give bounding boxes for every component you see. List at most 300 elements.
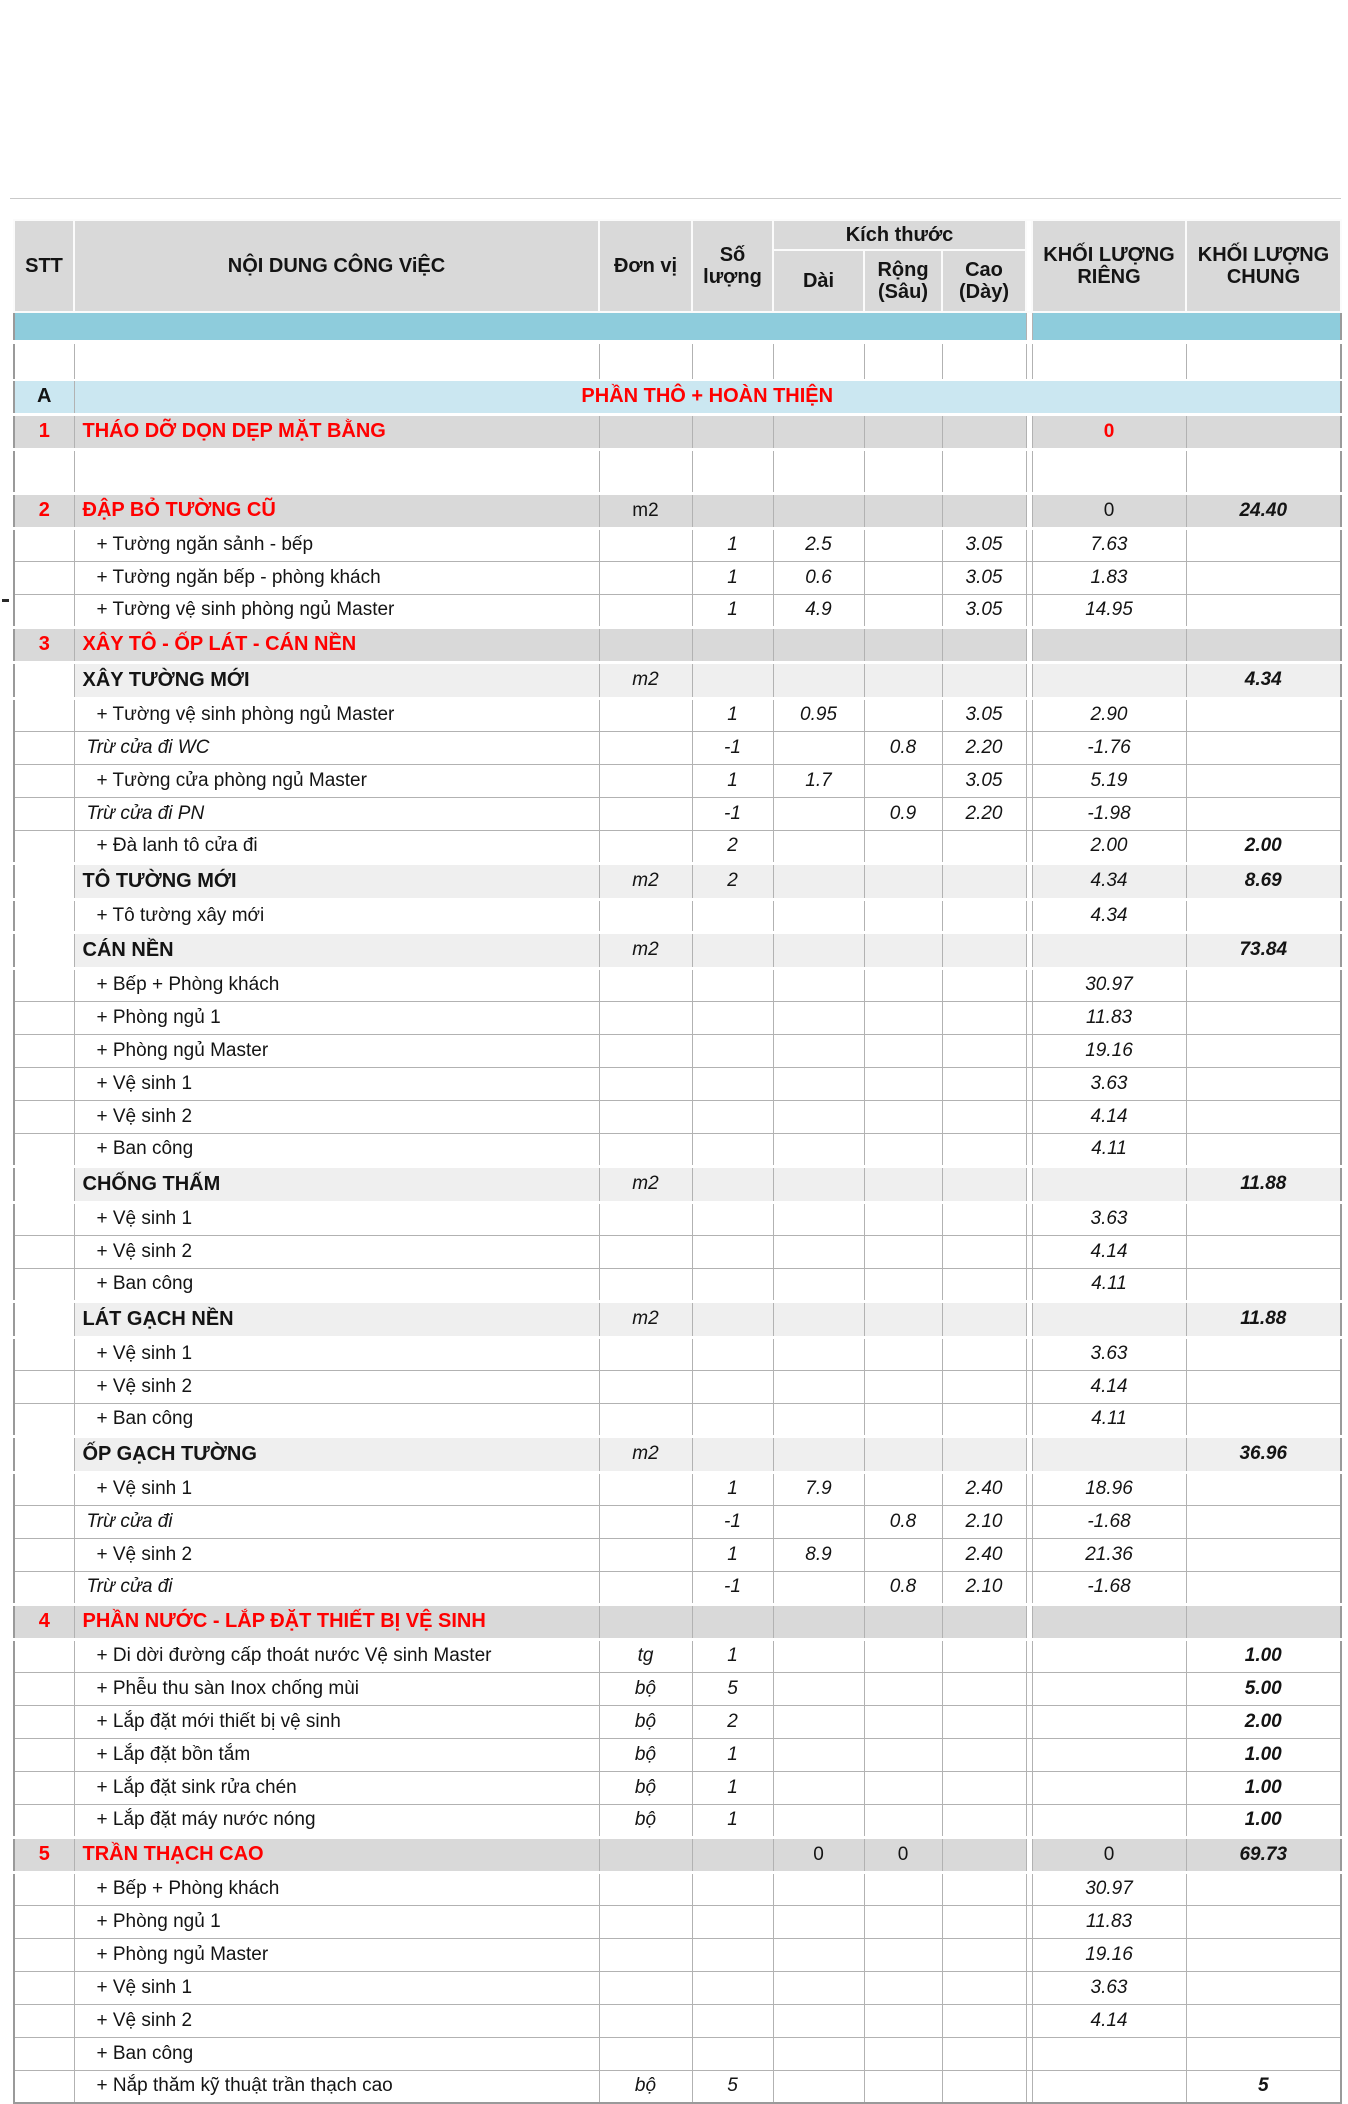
cell-unit[interactable] bbox=[599, 414, 692, 449]
cell-unit[interactable] bbox=[599, 1067, 692, 1100]
cell-dai[interactable] bbox=[773, 493, 864, 528]
cell-stt[interactable] bbox=[14, 1804, 74, 1837]
cell-dai[interactable] bbox=[773, 1738, 864, 1771]
cell-dai[interactable] bbox=[773, 2004, 864, 2037]
cell-cao[interactable] bbox=[942, 968, 1026, 1001]
cell-dai[interactable]: 0.6 bbox=[773, 561, 864, 594]
cell-rong[interactable] bbox=[864, 1604, 942, 1639]
cell-qty[interactable] bbox=[692, 1436, 773, 1472]
cell-qty[interactable]: 5 bbox=[692, 1672, 773, 1705]
cell-stt[interactable] bbox=[14, 2004, 74, 2037]
cell-klr[interactable]: 7.63 bbox=[1032, 528, 1186, 561]
cell-klc[interactable]: 73.84 bbox=[1186, 932, 1341, 968]
cell-cao[interactable] bbox=[942, 1738, 1026, 1771]
cell-rong[interactable] bbox=[864, 1905, 942, 1938]
cell-name[interactable]: + Bếp + Phòng khách bbox=[74, 968, 599, 1001]
cell-dai[interactable] bbox=[773, 414, 864, 449]
cell-stt[interactable] bbox=[14, 1268, 74, 1301]
cell-qty[interactable] bbox=[692, 1166, 773, 1202]
cell-dai[interactable] bbox=[773, 2037, 864, 2070]
cell-klc[interactable] bbox=[1186, 2037, 1341, 2070]
cell-klc[interactable] bbox=[1186, 764, 1341, 797]
cell-qty[interactable] bbox=[692, 1337, 773, 1370]
cell-name[interactable]: Trừ cửa đi bbox=[74, 1505, 599, 1538]
cell-name[interactable]: + Nắp thăm kỹ thuật trần thạch cao bbox=[74, 2070, 599, 2103]
cell-qty[interactable] bbox=[692, 1133, 773, 1166]
cell-cao[interactable] bbox=[942, 863, 1026, 899]
cell-dai[interactable] bbox=[773, 932, 864, 968]
cell-stt[interactable] bbox=[14, 830, 74, 863]
col-header-kich-thuoc[interactable]: Kích thước bbox=[773, 220, 1026, 250]
cell-name[interactable]: + Lắp đặt bồn tắm bbox=[74, 1738, 599, 1771]
cell-klc[interactable]: 11.88 bbox=[1186, 1301, 1341, 1337]
cell-qty[interactable] bbox=[692, 1001, 773, 1034]
cell-cao[interactable] bbox=[942, 1235, 1026, 1268]
cell-cao[interactable] bbox=[942, 342, 1026, 380]
cell-name[interactable]: + Tường vệ sinh phòng ngủ Master bbox=[74, 594, 599, 627]
cell-qty[interactable]: 2 bbox=[692, 1705, 773, 1738]
cell-klr[interactable]: -1.68 bbox=[1032, 1571, 1186, 1604]
cell-klc[interactable]: 2.00 bbox=[1186, 830, 1341, 863]
cell-qty[interactable] bbox=[692, 493, 773, 528]
cell-name[interactable]: + Ban công bbox=[74, 1403, 599, 1436]
cell-stt[interactable] bbox=[14, 449, 74, 493]
cell-klc[interactable] bbox=[1186, 1905, 1341, 1938]
cell-klc[interactable]: 1.00 bbox=[1186, 1639, 1341, 1672]
cell-name[interactable]: + Vệ sinh 2 bbox=[74, 2004, 599, 2037]
cell-klr[interactable]: 0 bbox=[1032, 493, 1186, 528]
cell-name[interactable]: TRẦN THẠCH CAO bbox=[74, 1837, 599, 1872]
cell-rong[interactable] bbox=[864, 698, 942, 731]
cell-qty[interactable]: 1 bbox=[692, 1538, 773, 1571]
cell-name[interactable] bbox=[74, 449, 599, 493]
cell-unit[interactable] bbox=[599, 1604, 692, 1639]
cell-stt[interactable] bbox=[14, 1672, 74, 1705]
cell-unit[interactable]: m2 bbox=[599, 1436, 692, 1472]
cell-cao[interactable] bbox=[942, 2004, 1026, 2037]
cell-klr[interactable]: 14.95 bbox=[1032, 594, 1186, 627]
cell-unit[interactable] bbox=[599, 449, 692, 493]
cell-name[interactable]: + Vệ sinh 1 bbox=[74, 1472, 599, 1505]
cell-qty[interactable] bbox=[692, 1301, 773, 1337]
cell-dai[interactable] bbox=[773, 662, 864, 698]
cell-klr[interactable]: 30.97 bbox=[1032, 1872, 1186, 1905]
cell-klr[interactable]: 4.14 bbox=[1032, 1100, 1186, 1133]
cell-name[interactable]: CHỐNG THẤM bbox=[74, 1166, 599, 1202]
cell-qty[interactable]: 2 bbox=[692, 863, 773, 899]
cell-klr[interactable]: 4.14 bbox=[1032, 2004, 1186, 2037]
cell-cao[interactable] bbox=[942, 1100, 1026, 1133]
cell-qty[interactable]: 1 bbox=[692, 764, 773, 797]
cell-rong[interactable] bbox=[864, 2037, 942, 2070]
cell-dai[interactable] bbox=[773, 1571, 864, 1604]
cell-cao[interactable] bbox=[942, 414, 1026, 449]
group-letter-cell[interactable]: A bbox=[14, 380, 74, 414]
cell-cao[interactable] bbox=[942, 627, 1026, 662]
cell-cao[interactable]: 2.40 bbox=[942, 1538, 1026, 1571]
cell-dai[interactable] bbox=[773, 449, 864, 493]
cell-unit[interactable] bbox=[599, 594, 692, 627]
cell-rong[interactable]: 0.8 bbox=[864, 731, 942, 764]
cell-dai[interactable] bbox=[773, 1604, 864, 1639]
cell-unit[interactable] bbox=[599, 1034, 692, 1067]
cell-rong[interactable] bbox=[864, 1133, 942, 1166]
cell-qty[interactable]: 5 bbox=[692, 2070, 773, 2103]
cell-dai[interactable] bbox=[773, 1202, 864, 1235]
cell-cao[interactable] bbox=[942, 1403, 1026, 1436]
cell-cao[interactable] bbox=[942, 1202, 1026, 1235]
cell-name[interactable]: + Vệ sinh 1 bbox=[74, 1067, 599, 1100]
cell-unit[interactable] bbox=[599, 1370, 692, 1403]
cell-klr[interactable]: -1.76 bbox=[1032, 731, 1186, 764]
cell-klc[interactable] bbox=[1186, 2004, 1341, 2037]
col-header-dai[interactable]: Dài bbox=[773, 250, 864, 312]
col-header-kl-chung[interactable]: KHỐI LƯỢNG CHUNG bbox=[1186, 220, 1341, 312]
cell-name[interactable]: CÁN NỀN bbox=[74, 932, 599, 968]
cell-name[interactable]: + Tường cửa phòng ngủ Master bbox=[74, 764, 599, 797]
cell-rong[interactable] bbox=[864, 2004, 942, 2037]
cell-rong[interactable] bbox=[864, 1166, 942, 1202]
cell-cao[interactable] bbox=[942, 1672, 1026, 1705]
cell-qty[interactable] bbox=[692, 627, 773, 662]
cell-stt[interactable] bbox=[14, 2070, 74, 2103]
cell-unit[interactable]: bộ bbox=[599, 1771, 692, 1804]
cell-name[interactable]: + Vệ sinh 2 bbox=[74, 1370, 599, 1403]
cell-unit[interactable] bbox=[599, 1235, 692, 1268]
cell-qty[interactable]: 1 bbox=[692, 1738, 773, 1771]
cell-dai[interactable] bbox=[773, 1166, 864, 1202]
cell-qty[interactable]: 1 bbox=[692, 528, 773, 561]
cell-rong[interactable] bbox=[864, 2070, 942, 2103]
cell-cao[interactable]: 2.40 bbox=[942, 1472, 1026, 1505]
cell-klc[interactable]: 8.69 bbox=[1186, 863, 1341, 899]
cell-klr[interactable]: 4.14 bbox=[1032, 1370, 1186, 1403]
cell-qty[interactable]: -1 bbox=[692, 731, 773, 764]
cell-stt[interactable]: 5 bbox=[14, 1837, 74, 1872]
cell-qty[interactable]: -1 bbox=[692, 1571, 773, 1604]
cell-stt[interactable] bbox=[14, 1337, 74, 1370]
cell-dai[interactable] bbox=[773, 1505, 864, 1538]
cell-stt[interactable] bbox=[14, 698, 74, 731]
cell-klr[interactable] bbox=[1032, 1166, 1186, 1202]
cell-name[interactable]: XÂY TƯỜNG MỚI bbox=[74, 662, 599, 698]
cell-dai[interactable] bbox=[773, 1938, 864, 1971]
cell-unit[interactable] bbox=[599, 1133, 692, 1166]
cell-cao[interactable] bbox=[942, 2037, 1026, 2070]
cell-klc[interactable] bbox=[1186, 1505, 1341, 1538]
cell-qty[interactable] bbox=[692, 1235, 773, 1268]
cell-unit[interactable] bbox=[599, 1905, 692, 1938]
cell-qty[interactable] bbox=[692, 2004, 773, 2037]
cell-rong[interactable] bbox=[864, 968, 942, 1001]
cell-name[interactable]: + Lắp đặt sink rửa chén bbox=[74, 1771, 599, 1804]
cell-cao[interactable] bbox=[942, 1804, 1026, 1837]
cell-cao[interactable] bbox=[942, 1905, 1026, 1938]
cell-cao[interactable]: 2.20 bbox=[942, 797, 1026, 830]
cell-dai[interactable] bbox=[773, 1905, 864, 1938]
cell-unit[interactable] bbox=[599, 1938, 692, 1971]
cell-klc[interactable] bbox=[1186, 1235, 1341, 1268]
cell-cao[interactable] bbox=[942, 1301, 1026, 1337]
cell-klr[interactable] bbox=[1032, 1639, 1186, 1672]
cell-unit[interactable] bbox=[599, 764, 692, 797]
teal-band-right[interactable] bbox=[1032, 312, 1341, 342]
cell-name[interactable]: Trừ cửa đi PN bbox=[74, 797, 599, 830]
cell-stt[interactable] bbox=[14, 1571, 74, 1604]
cell-stt[interactable] bbox=[14, 662, 74, 698]
cell-klc[interactable] bbox=[1186, 528, 1341, 561]
cell-dai[interactable]: 7.9 bbox=[773, 1472, 864, 1505]
cell-cao[interactable] bbox=[942, 449, 1026, 493]
cell-name[interactable]: + Ban công bbox=[74, 1268, 599, 1301]
cell-qty[interactable] bbox=[692, 1202, 773, 1235]
cell-unit[interactable]: m2 bbox=[599, 1301, 692, 1337]
cell-klc[interactable] bbox=[1186, 1604, 1341, 1639]
cell-klc[interactable]: 1.00 bbox=[1186, 1804, 1341, 1837]
cell-klr[interactable]: 0 bbox=[1032, 1837, 1186, 1872]
cell-qty[interactable]: 1 bbox=[692, 561, 773, 594]
cell-rong[interactable] bbox=[864, 1538, 942, 1571]
cell-unit[interactable] bbox=[599, 2004, 692, 2037]
cell-name[interactable] bbox=[74, 342, 599, 380]
cell-klc[interactable] bbox=[1186, 1001, 1341, 1034]
cell-unit[interactable] bbox=[599, 1337, 692, 1370]
cell-rong[interactable] bbox=[864, 1301, 942, 1337]
cell-cao[interactable] bbox=[942, 1001, 1026, 1034]
cell-cao[interactable] bbox=[942, 1705, 1026, 1738]
cell-klr[interactable]: 4.11 bbox=[1032, 1268, 1186, 1301]
cell-rong[interactable]: 0.9 bbox=[864, 797, 942, 830]
cell-klr[interactable]: 3.63 bbox=[1032, 1067, 1186, 1100]
cell-dai[interactable]: 1.7 bbox=[773, 764, 864, 797]
cell-unit[interactable]: m2 bbox=[599, 1166, 692, 1202]
cell-unit[interactable]: tg bbox=[599, 1639, 692, 1672]
cell-rong[interactable] bbox=[864, 1202, 942, 1235]
cell-klc[interactable] bbox=[1186, 1034, 1341, 1067]
cell-klr[interactable]: 11.83 bbox=[1032, 1905, 1186, 1938]
cell-name[interactable]: + Đà lanh tô cửa đi bbox=[74, 830, 599, 863]
cell-unit[interactable]: m2 bbox=[599, 863, 692, 899]
cell-stt[interactable]: 4 bbox=[14, 1604, 74, 1639]
cell-rong[interactable] bbox=[864, 1403, 942, 1436]
cell-klc[interactable] bbox=[1186, 561, 1341, 594]
cell-name[interactable]: + Phòng ngủ Master bbox=[74, 1938, 599, 1971]
cell-dai[interactable]: 4.9 bbox=[773, 594, 864, 627]
cell-klc[interactable]: 2.00 bbox=[1186, 1705, 1341, 1738]
cell-cao[interactable] bbox=[942, 1872, 1026, 1905]
cell-rong[interactable] bbox=[864, 561, 942, 594]
cell-klr[interactable] bbox=[1032, 342, 1186, 380]
cell-unit[interactable]: bộ bbox=[599, 1804, 692, 1837]
cell-klc[interactable] bbox=[1186, 627, 1341, 662]
cell-klc[interactable] bbox=[1186, 414, 1341, 449]
cell-stt[interactable] bbox=[14, 1738, 74, 1771]
cell-klr[interactable]: 2.90 bbox=[1032, 698, 1186, 731]
cell-stt[interactable] bbox=[14, 932, 74, 968]
cell-qty[interactable]: 1 bbox=[692, 594, 773, 627]
cell-klr[interactable]: 2.00 bbox=[1032, 830, 1186, 863]
cell-dai[interactable] bbox=[773, 1403, 864, 1436]
cell-name[interactable]: Trừ cửa đi bbox=[74, 1571, 599, 1604]
cell-rong[interactable] bbox=[864, 1804, 942, 1837]
cell-cao[interactable] bbox=[942, 493, 1026, 528]
cell-name[interactable]: Trừ cửa đi WC bbox=[74, 731, 599, 764]
cell-cao[interactable] bbox=[942, 830, 1026, 863]
cell-dai[interactable] bbox=[773, 1001, 864, 1034]
cell-klc[interactable] bbox=[1186, 899, 1341, 932]
cell-dai[interactable] bbox=[773, 1034, 864, 1067]
cell-klr[interactable]: 3.63 bbox=[1032, 1971, 1186, 2004]
cell-stt[interactable] bbox=[14, 1370, 74, 1403]
cell-qty[interactable] bbox=[692, 899, 773, 932]
cell-klr[interactable] bbox=[1032, 2070, 1186, 2103]
cell-stt[interactable] bbox=[14, 1771, 74, 1804]
cell-cao[interactable] bbox=[942, 1771, 1026, 1804]
cell-rong[interactable] bbox=[864, 1705, 942, 1738]
col-header-noi-dung[interactable]: NỘI DUNG CÔNG ViỆC bbox=[74, 220, 599, 312]
cell-rong[interactable] bbox=[864, 1472, 942, 1505]
cell-cao[interactable] bbox=[942, 1370, 1026, 1403]
cell-rong[interactable] bbox=[864, 1738, 942, 1771]
cell-rong[interactable] bbox=[864, 627, 942, 662]
cell-klr[interactable] bbox=[1032, 1672, 1186, 1705]
cell-rong[interactable] bbox=[864, 493, 942, 528]
cell-dai[interactable] bbox=[773, 1872, 864, 1905]
cell-cao[interactable]: 3.05 bbox=[942, 698, 1026, 731]
cell-dai[interactable] bbox=[773, 1268, 864, 1301]
cell-unit[interactable]: bộ bbox=[599, 1672, 692, 1705]
cell-klr[interactable]: 5.19 bbox=[1032, 764, 1186, 797]
cell-klr[interactable] bbox=[1032, 1771, 1186, 1804]
cell-name[interactable]: + Vệ sinh 2 bbox=[74, 1538, 599, 1571]
cell-unit[interactable] bbox=[599, 1472, 692, 1505]
cell-klr[interactable] bbox=[1032, 1804, 1186, 1837]
cell-rong[interactable] bbox=[864, 830, 942, 863]
col-header-rong[interactable]: Rộng (Sâu) bbox=[864, 250, 942, 312]
col-header-stt[interactable]: STT bbox=[14, 220, 74, 312]
cell-name[interactable]: + Vệ sinh 1 bbox=[74, 1337, 599, 1370]
cell-stt[interactable] bbox=[14, 968, 74, 1001]
cell-klr[interactable]: 1.83 bbox=[1032, 561, 1186, 594]
cell-dai[interactable] bbox=[773, 1133, 864, 1166]
cell-klc[interactable] bbox=[1186, 1571, 1341, 1604]
cell-name[interactable]: PHẦN NƯỚC - LẮP ĐẶT THIẾT BỊ VỆ SINH bbox=[74, 1604, 599, 1639]
cell-cao[interactable] bbox=[942, 899, 1026, 932]
cell-klc[interactable] bbox=[1186, 1133, 1341, 1166]
cell-dai[interactable] bbox=[773, 731, 864, 764]
cell-dai[interactable] bbox=[773, 1672, 864, 1705]
cell-klc[interactable]: 11.88 bbox=[1186, 1166, 1341, 1202]
cell-klc[interactable] bbox=[1186, 968, 1341, 1001]
cell-klr[interactable]: 18.96 bbox=[1032, 1472, 1186, 1505]
cell-klc[interactable]: 5.00 bbox=[1186, 1672, 1341, 1705]
cell-rong[interactable] bbox=[864, 1100, 942, 1133]
cell-cao[interactable]: 3.05 bbox=[942, 594, 1026, 627]
cell-name[interactable]: + Lắp đặt mới thiết bị vệ sinh bbox=[74, 1705, 599, 1738]
cell-stt[interactable] bbox=[14, 1872, 74, 1905]
cell-klc[interactable] bbox=[1186, 1100, 1341, 1133]
cell-rong[interactable]: 0.8 bbox=[864, 1505, 942, 1538]
cell-stt[interactable] bbox=[14, 1905, 74, 1938]
cell-stt[interactable] bbox=[14, 1505, 74, 1538]
cell-qty[interactable] bbox=[692, 1905, 773, 1938]
cell-cao[interactable] bbox=[942, 1337, 1026, 1370]
cell-klc[interactable] bbox=[1186, 449, 1341, 493]
cell-name[interactable]: THÁO DỠ DỌN DẸP MẶT BẰNG bbox=[74, 414, 599, 449]
cell-rong[interactable] bbox=[864, 528, 942, 561]
cell-qty[interactable] bbox=[692, 1971, 773, 2004]
cell-name[interactable]: + Bếp + Phòng khách bbox=[74, 1872, 599, 1905]
cell-rong[interactable] bbox=[864, 1872, 942, 1905]
cell-cao[interactable] bbox=[942, 662, 1026, 698]
cell-qty[interactable] bbox=[692, 1034, 773, 1067]
cell-stt[interactable] bbox=[14, 1202, 74, 1235]
cell-name[interactable]: + Tường ngăn bếp - phòng khách bbox=[74, 561, 599, 594]
cell-dai[interactable] bbox=[773, 1639, 864, 1672]
cell-klc[interactable] bbox=[1186, 1268, 1341, 1301]
cell-klc[interactable] bbox=[1186, 698, 1341, 731]
cell-stt[interactable] bbox=[14, 1938, 74, 1971]
cell-rong[interactable] bbox=[864, 899, 942, 932]
cell-stt[interactable] bbox=[14, 528, 74, 561]
cell-name[interactable]: + Tường vệ sinh phòng ngủ Master bbox=[74, 698, 599, 731]
cell-dai[interactable] bbox=[773, 797, 864, 830]
cell-dai[interactable] bbox=[773, 1370, 864, 1403]
cell-stt[interactable]: 2 bbox=[14, 493, 74, 528]
cell-rong[interactable] bbox=[864, 414, 942, 449]
cell-stt[interactable] bbox=[14, 1166, 74, 1202]
cell-klr[interactable]: 30.97 bbox=[1032, 968, 1186, 1001]
cell-klr[interactable] bbox=[1032, 1705, 1186, 1738]
cell-qty[interactable]: -1 bbox=[692, 797, 773, 830]
cell-klc[interactable] bbox=[1186, 1938, 1341, 1971]
cell-klr[interactable]: -1.68 bbox=[1032, 1505, 1186, 1538]
cell-dai[interactable] bbox=[773, 830, 864, 863]
cell-name[interactable]: + Vệ sinh 1 bbox=[74, 1971, 599, 2004]
cell-stt[interactable] bbox=[14, 1034, 74, 1067]
cell-rong[interactable] bbox=[864, 594, 942, 627]
cell-qty[interactable]: 2 bbox=[692, 830, 773, 863]
cell-klr[interactable]: 0 bbox=[1032, 414, 1186, 449]
cell-rong[interactable] bbox=[864, 764, 942, 797]
cell-name[interactable]: + Phễu thu sàn Inox chống mùi bbox=[74, 1672, 599, 1705]
cell-klr[interactable]: 4.11 bbox=[1032, 1403, 1186, 1436]
cell-rong[interactable] bbox=[864, 1672, 942, 1705]
cell-unit[interactable] bbox=[599, 1202, 692, 1235]
cell-cao[interactable] bbox=[942, 1837, 1026, 1872]
cell-stt[interactable] bbox=[14, 561, 74, 594]
cell-dai[interactable] bbox=[773, 1067, 864, 1100]
cell-klr[interactable] bbox=[1032, 1436, 1186, 1472]
cell-klr[interactable]: 4.11 bbox=[1032, 1133, 1186, 1166]
cell-name[interactable]: LÁT GẠCH NỀN bbox=[74, 1301, 599, 1337]
cell-dai[interactable] bbox=[773, 1705, 864, 1738]
cell-dai[interactable]: 2.5 bbox=[773, 528, 864, 561]
cell-stt[interactable] bbox=[14, 731, 74, 764]
cell-klr[interactable] bbox=[1032, 1604, 1186, 1639]
col-header-don-vi[interactable]: Đơn vị bbox=[599, 220, 692, 312]
cell-klc[interactable] bbox=[1186, 1971, 1341, 2004]
cell-cao[interactable] bbox=[942, 932, 1026, 968]
cell-rong[interactable] bbox=[864, 1639, 942, 1672]
cell-dai[interactable] bbox=[773, 1235, 864, 1268]
cell-name[interactable]: + Tường ngăn sảnh - bếp bbox=[74, 528, 599, 561]
cell-klr[interactable]: 3.63 bbox=[1032, 1202, 1186, 1235]
cell-klr[interactable] bbox=[1032, 2037, 1186, 2070]
cell-stt[interactable] bbox=[14, 1538, 74, 1571]
cell-name[interactable]: + Vệ sinh 2 bbox=[74, 1235, 599, 1268]
cell-klr[interactable]: 11.83 bbox=[1032, 1001, 1186, 1034]
